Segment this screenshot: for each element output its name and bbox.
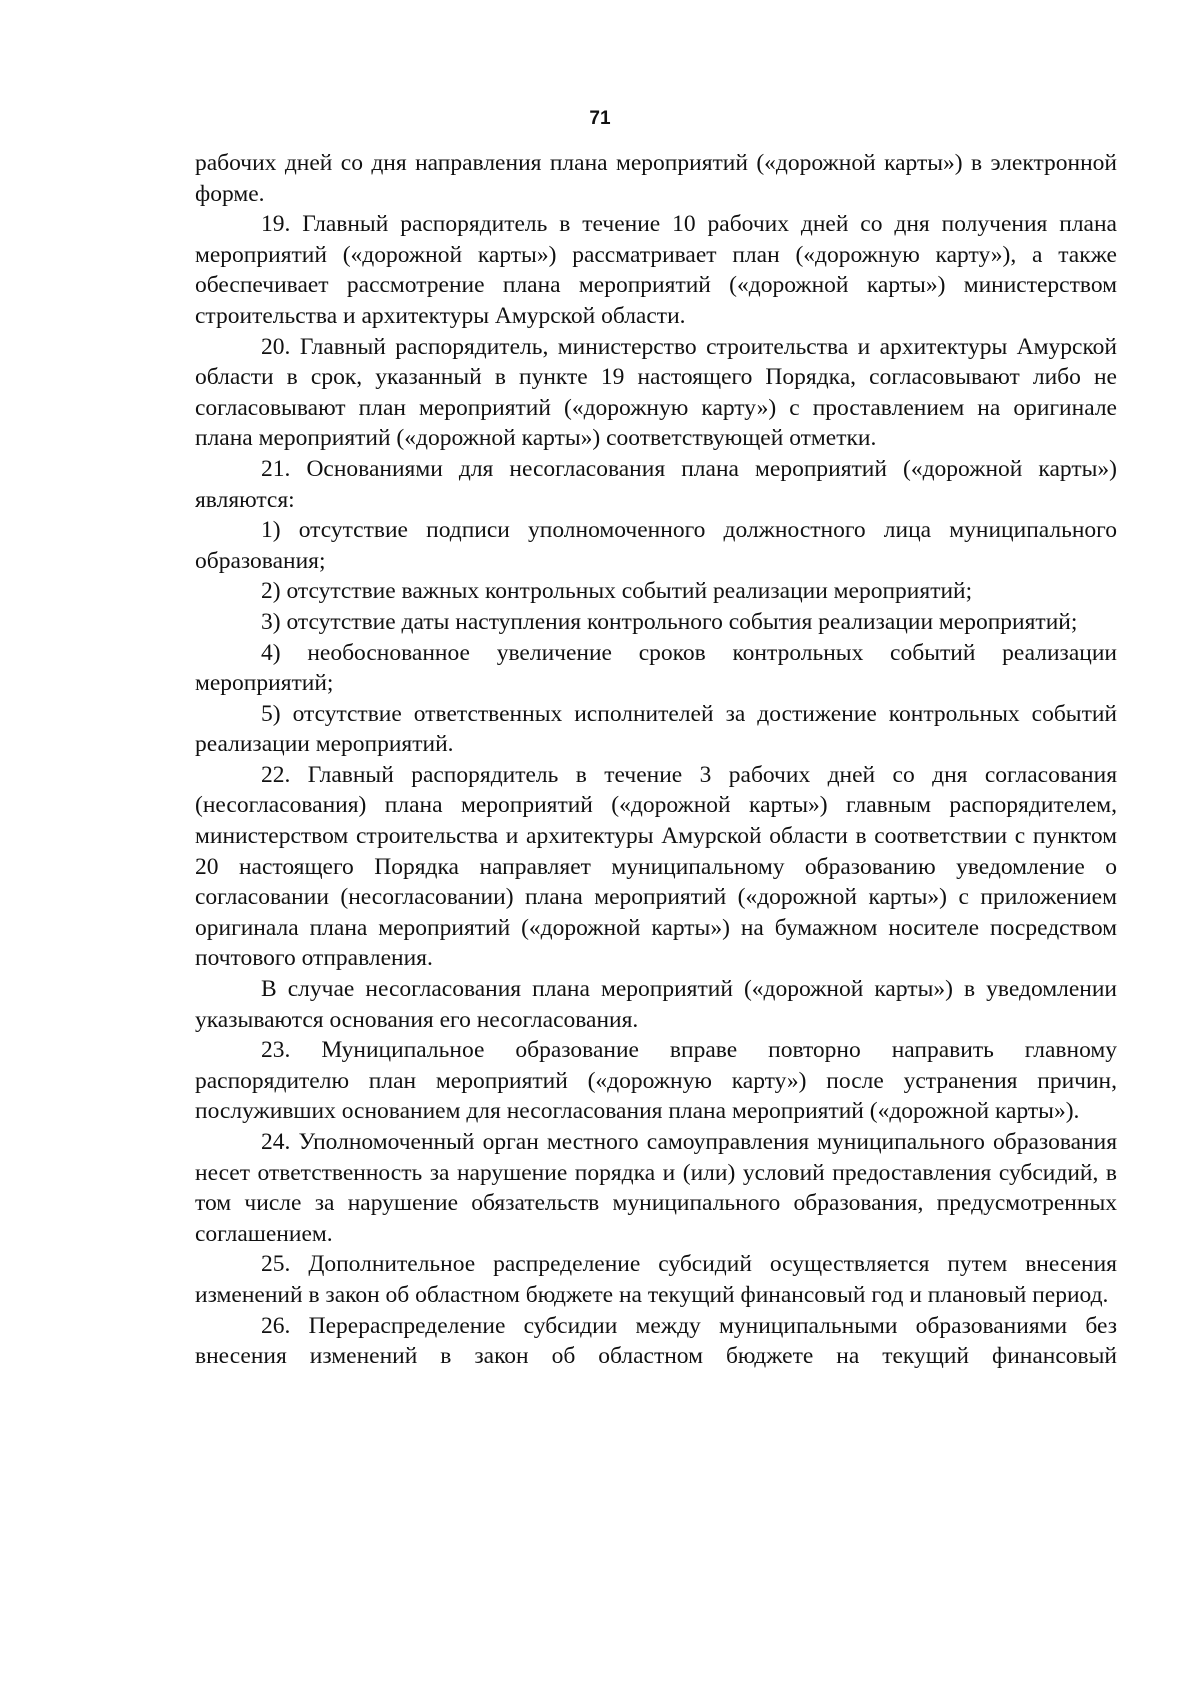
list-item-3: 3) отсутствие даты наступления контрольного события реализации мероприятий; [261, 608, 1078, 635]
paragraph-19: 19. Главный распорядитель в течение 10 рабочих дней со дня получения плана мероприятий («дорожной карты») рассматривает план («дорожную карту»), а также обеспечивает рассмотрение плана мероприятий («дорожной карты») министерством строительства и архитектуры Амурской области. [195, 211, 1117, 329]
paragraph-22-note: В случае несогласования плана мероприятий («дорожной карты») в уведомлении указываются основания его несогласования. [195, 976, 1117, 1033]
list-item-2: 2) отсутствие важных контрольных событий реализации мероприятий; [261, 578, 973, 605]
list-item-5: 5) отсутствие ответственных исполнителей за достижение контрольных событий реализации мероприятий. [195, 700, 1117, 758]
paragraph-24: 24. Уполномоченный орган местного самоуправления муниципального образования несет ответственность за нарушение порядка и (или) условий предоставления субсидий, в том числе за нарушение обязательств муниципального образования, предусмотренных соглашением. [195, 1129, 1117, 1247]
paragraph-21: 21. Основаниями для несогласования плана мероприятий («дорожной карты») являются: [195, 455, 1117, 513]
list-item-1: 1) отсутствие подписи уполномоченного должностного лица муниципального образования; [195, 517, 1117, 574]
paragraph-continuation: рабочих дней со дня направления плана мероприятий («дорожной карты») в электронной форме. [195, 150, 1117, 207]
paragraph-22: 22. Главный распорядитель в течение 3 рабочих дней со дня согласования (несогласования) плана мероприятий («дорожной карты») главным распорядителем, министерством строительства и архитектуры Амурской области в соответствии с пунктом 20 настоящего Порядка направляет муниципальному образованию уведомление о согласовании (несогласовании) плана мероприятий («дорожной карты») с приложением оригинала плана мероприятий («дорожной карты») на бумажном носителе посредством почтового отправления. [195, 761, 1117, 972]
page-number: 71 [589, 108, 611, 129]
paragraph-26: 26. Перераспределение субсидии между муниципальными образованиями без внесения изменений в закон об областном бюджете на текущий финансовый [195, 1312, 1117, 1370]
list-item-4: 4) необоснованное увеличение сроков контрольных событий реализации мероприятий; [195, 639, 1117, 697]
paragraph-25: 25. Дополнительное распределение субсидий осуществляется путем внесения изменений в закон об областном бюджете на текущий финансовый год и плановый период. [195, 1251, 1117, 1308]
paragraph-20: 20. Главный распорядитель, министерство строительства и архитектуры Амурской области в срок, указанный в пункте 19 настоящего Порядка, согласовывают либо не согласовывают план мероприятий («дорожную карту») с проставлением на оригинале плана мероприятий («дорожной карты») соответствующей отметки. [195, 333, 1117, 452]
paragraph-23: 23. Муниципальное образование вправе повторно направить главному распорядителю план мероприятий («дорожную карту») после устранения причин, послуживших основанием для несогласования плана мероприятий («дорожной карты»). [195, 1037, 1117, 1125]
document-body [195, 148, 1117, 1372]
